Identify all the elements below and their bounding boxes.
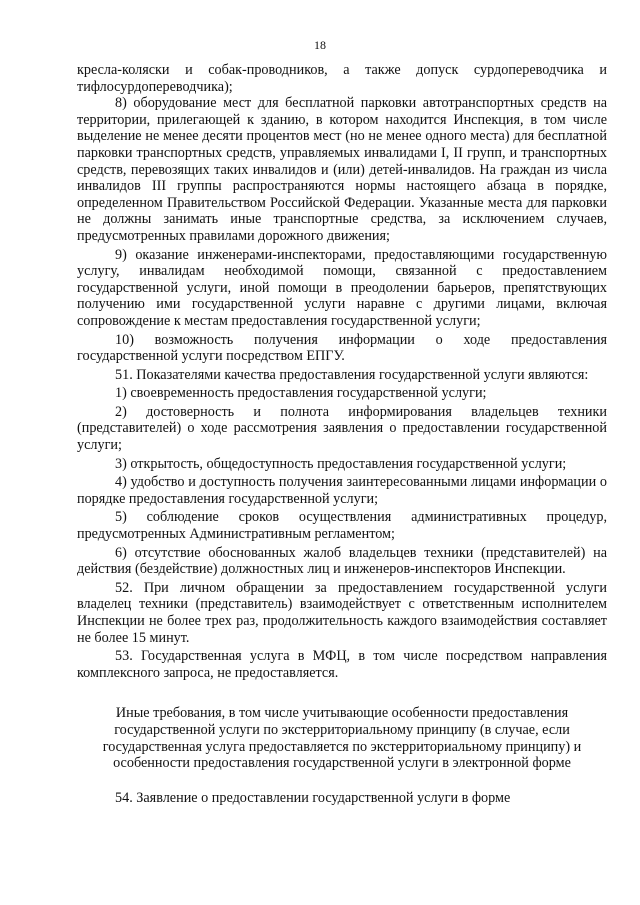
quality-indicator-2: 2) достоверность и полнота информирования владельцев техники (представителей) о ходе рассмотрения заявления о предоставлении государственной услуги; [77,403,607,454]
paragraph-item-8: 8) оборудование мест для бесплатной парковки автотранспортных средств на территории, прилегающей к зданию, в котором находится Инспекция, в том числе выделение не менее десяти процентов мест (но не менее одного места) для бесплатной парковки транспортных средств, управляемых инвалидами I, II групп, и транспортных средств, перевозящих таких инвалидов и (или) детей-инвалидов. На граждан из числа инвалидов III группы распространяются нормы настоящего абзаца в порядке, определенном Правительством Российской Федерации. Указанные места для парковки не должны занимать иные транспортные средства, за исключением случаев, предусмотренных правилами дорожного движения; [77,95,607,244]
quality-indicator-6: 6) отсутствие обоснованных жалоб владельцев техники (представителей) на действия (бездействие) должностных лиц и инженеров-инспекторов Инспекции. [77,544,607,578]
quality-indicator-1: 1) своевременность предоставления государственной услуги; [115,385,487,402]
paragraph-52: 52. При личном обращении за предоставлением государственной услуги владелец техники (представитель) взаимодействует с ответственным исполнителем Инспекции не более трех раз, продолжительность каждого взаимодействия составляет не более 15 минут. [77,579,607,646]
quality-indicator-3: 3) открытость, общедоступность предоставления государственной услуги; [115,455,567,472]
page-number: 18 [314,38,326,52]
paragraph-item-9: 9) оказание инженерами-инспекторами, предоставляющими государственную услугу, инвалидам необходимой помощи, связанной с предоставлением государственной услуги, иной помощи в преодолении барьеров, препятствующих получению ими государственной услуги наравне с другими лицами, включая сопровождение к местам предоставления государственной услуги; [77,246,607,329]
paragraph-54: 54. Заявление о предоставлении государственной услуги в форме [115,789,511,806]
paragraph-51: 51. Показателями качества предоставления государственной услуги являются: [115,366,589,383]
quality-indicator-4: 4) удобство и доступность получения заинтересованными лицами информации о порядке предоставления государственной услуги; [77,474,607,507]
body-text [77,62,607,806]
quality-indicator-5: 5) соблюдение сроков осуществления административных процедур, предусмотренных Административным регламентом; [77,509,607,543]
section-heading: Иные требования, в том числе учитывающие особенности предоставления государственной услуги по экстерриториальному принципу (в случае, если государственная услуга предоставляется по экстерриториальному принципу) и особенности предоставления государственной услуги в электронной форме [102,705,582,772]
paragraph-item-10: 10) возможность получения информации о ходе предоставления государственной услуги посредством ЕПГУ. [77,331,607,365]
paragraph-53: 53. Государственная услуга в МФЦ, в том числе посредством направления комплексного запроса, не предоставляется. [77,648,607,681]
paragraph-continuation: кресла-коляски и собак-проводников, а также допуск сурдопереводчика и тифлосурдопереводчика); [77,62,607,95]
